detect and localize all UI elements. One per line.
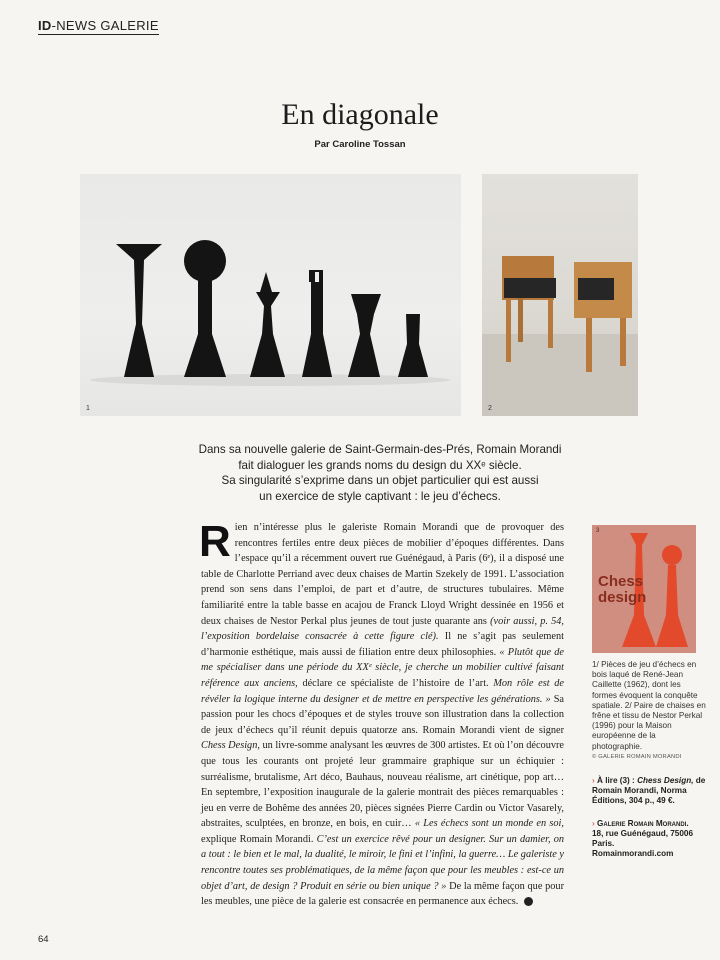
body-text: Sa passion pour les chocs d’époques et de styles trouve son illustration dans la collection de jeux d’échecs qu’il réunit depuis quatorze ans. Romain Morandi vient de signer: [201, 693, 564, 736]
intro-paragraph: [140, 442, 620, 504]
reading-details: de Romain Morandi, Norma Éditions, 304 p., 49 €.: [592, 776, 706, 806]
photo-1-number: 1: [86, 405, 90, 412]
intro-line: Sa singularité s’exprime dans un objet particulier qui est aussi: [221, 474, 539, 487]
article-body: [199, 517, 565, 910]
reading-note: [592, 776, 706, 807]
book-cover-image: [592, 525, 696, 653]
body-text: De la même façon que pour les meubles, une pièce de la galerie est consacrée en permanence aux échecs.: [201, 880, 564, 908]
intro-line: Dans sa nouvelle galerie de Saint-Germain-des-Prés, Romain Morandi: [198, 443, 562, 456]
reading-title: Chess Design,: [637, 776, 694, 786]
body-text: un livre-somme analysant les œuvres de 300 artistes. Et où l’on découvre que tous les courants ont projeté leur grammaire graphique sur un échiquier : surréalisme, brutalisme, Art déco, Bauhaus, nouveau réalisme, art cinétique, pop art… En septembre, l’exposition inaugurale de la galerie montrait des pièces remarquables : jeu en verre de Bohême des années 20, pièces signées Pierre Cardin ou Victor Vasarely, abstraites, sculptées, en bronze, en bois, en cuir…: [201, 740, 565, 830]
photo-credit: © GALERIE ROMAIN MORANDI: [592, 753, 682, 760]
body-text: explique Romain Morandi.: [201, 833, 317, 845]
body-text: ien n’intéresse plus le galeriste Romain Morandi que de provoquer des rencontres fertiles entre deux pièces de mobilier d’époques différentes. Dans l’espace qu’il a récemment ouvert rue Guénégaud, à Paris (6ᵉ), il a disposé une table de Charlotte Perriand avec deux chaises de Martin Szekely de 1991. L’association prend son sens dans l’emploi, de part et d’autre, de structures tubulaires. Même familiarité entre la table basse en acajou de Franck Lloyd Wright dessinée en 1956 et deux chaises de Nestor Perkal plus jeunes de tout juste quarante ans: [201, 522, 564, 627]
magazine-mark: ID: [38, 18, 52, 33]
gallery-name: Galerie Romain Morandi.: [597, 818, 689, 828]
book-title-line: design: [598, 589, 647, 606]
article-title: En diagonale: [281, 98, 439, 131]
section-header: [38, 18, 159, 35]
book-title: Chess Design,: [201, 740, 260, 752]
page-number: 64: [38, 934, 49, 945]
quote: C’est un exercice rêvé pour un designer. Sur un damier, on a tout : le bien et le mal, la dualité, le miroir, le fini et l’infini, la guerre… Le galeriste y rencontre toutes ses problématiques, de la même façon que pour les meubles : est-ce un objet d’art, de design ? Produit en série ou bien unique ? »: [201, 833, 565, 892]
photo-2-number: 2: [488, 405, 492, 412]
body-text-italic: (voir aussi, p. 54, l’exposition bordelaise consacrée à cette figure clé).: [201, 615, 564, 643]
quote: « Les échecs sont un monde en soi,: [414, 818, 564, 830]
chess-pieces-illustration: [80, 174, 461, 416]
intro-line: un exercice de style captivant : le jeu d’échecs.: [259, 489, 501, 503]
reading-label: À lire (3) :: [597, 776, 638, 786]
book-title-line: Chess: [598, 573, 644, 590]
body-text: déclare ce spécialiste de l’histoire de l’art.: [297, 677, 494, 689]
arrow-icon: ›: [592, 776, 595, 786]
gallery-website[interactable]: Romainmorandi.com: [592, 849, 674, 859]
photo-chairs: [482, 174, 638, 416]
gallery-address: 18, rue Guénégaud, 75006 Paris.: [592, 828, 694, 849]
drop-cap: R: [199, 517, 231, 566]
photo-chess-pieces: [80, 174, 461, 416]
chairs-illustration: [482, 174, 638, 416]
body-text: Il ne s’agit pas seulement d’harmonie esthétique, mais aussi de filiation entre deux philosophies.: [201, 631, 565, 658]
end-of-article-icon: [524, 897, 533, 906]
byline: Par Caroline Tossan: [314, 139, 406, 150]
photo-caption: 1/ Pièces de jeu d’échecs en bois laqué de René-Jean Caillette (1962), dont les formes évoquent la conquête spatiale. 2/ Paire de chaises en frêne et tissu de Nestor Perkal (1996) pour la Maison européenne de la photographie.: [592, 660, 706, 751]
sidebar: [592, 660, 706, 859]
arrow-icon: ›: [592, 818, 595, 828]
quote: Mon rôle est de révéler la logique interne du designer et de mettre en perspective les générations. »: [201, 677, 564, 705]
section-label: -NEWS GALERIE: [51, 18, 159, 33]
intro-line: fait dialoguer les grands noms du design du XXᵉ siècle.: [238, 458, 522, 472]
quote: « Plutôt que de me spécialiser dans une période du XXᵉ siècle, je cherche un mobilier cultivé faisant référence aux anciens,: [201, 646, 564, 689]
gallery-address-block: [592, 819, 706, 860]
book-cover-number: 3: [596, 528, 600, 534]
book-cover-title: [598, 574, 646, 606]
